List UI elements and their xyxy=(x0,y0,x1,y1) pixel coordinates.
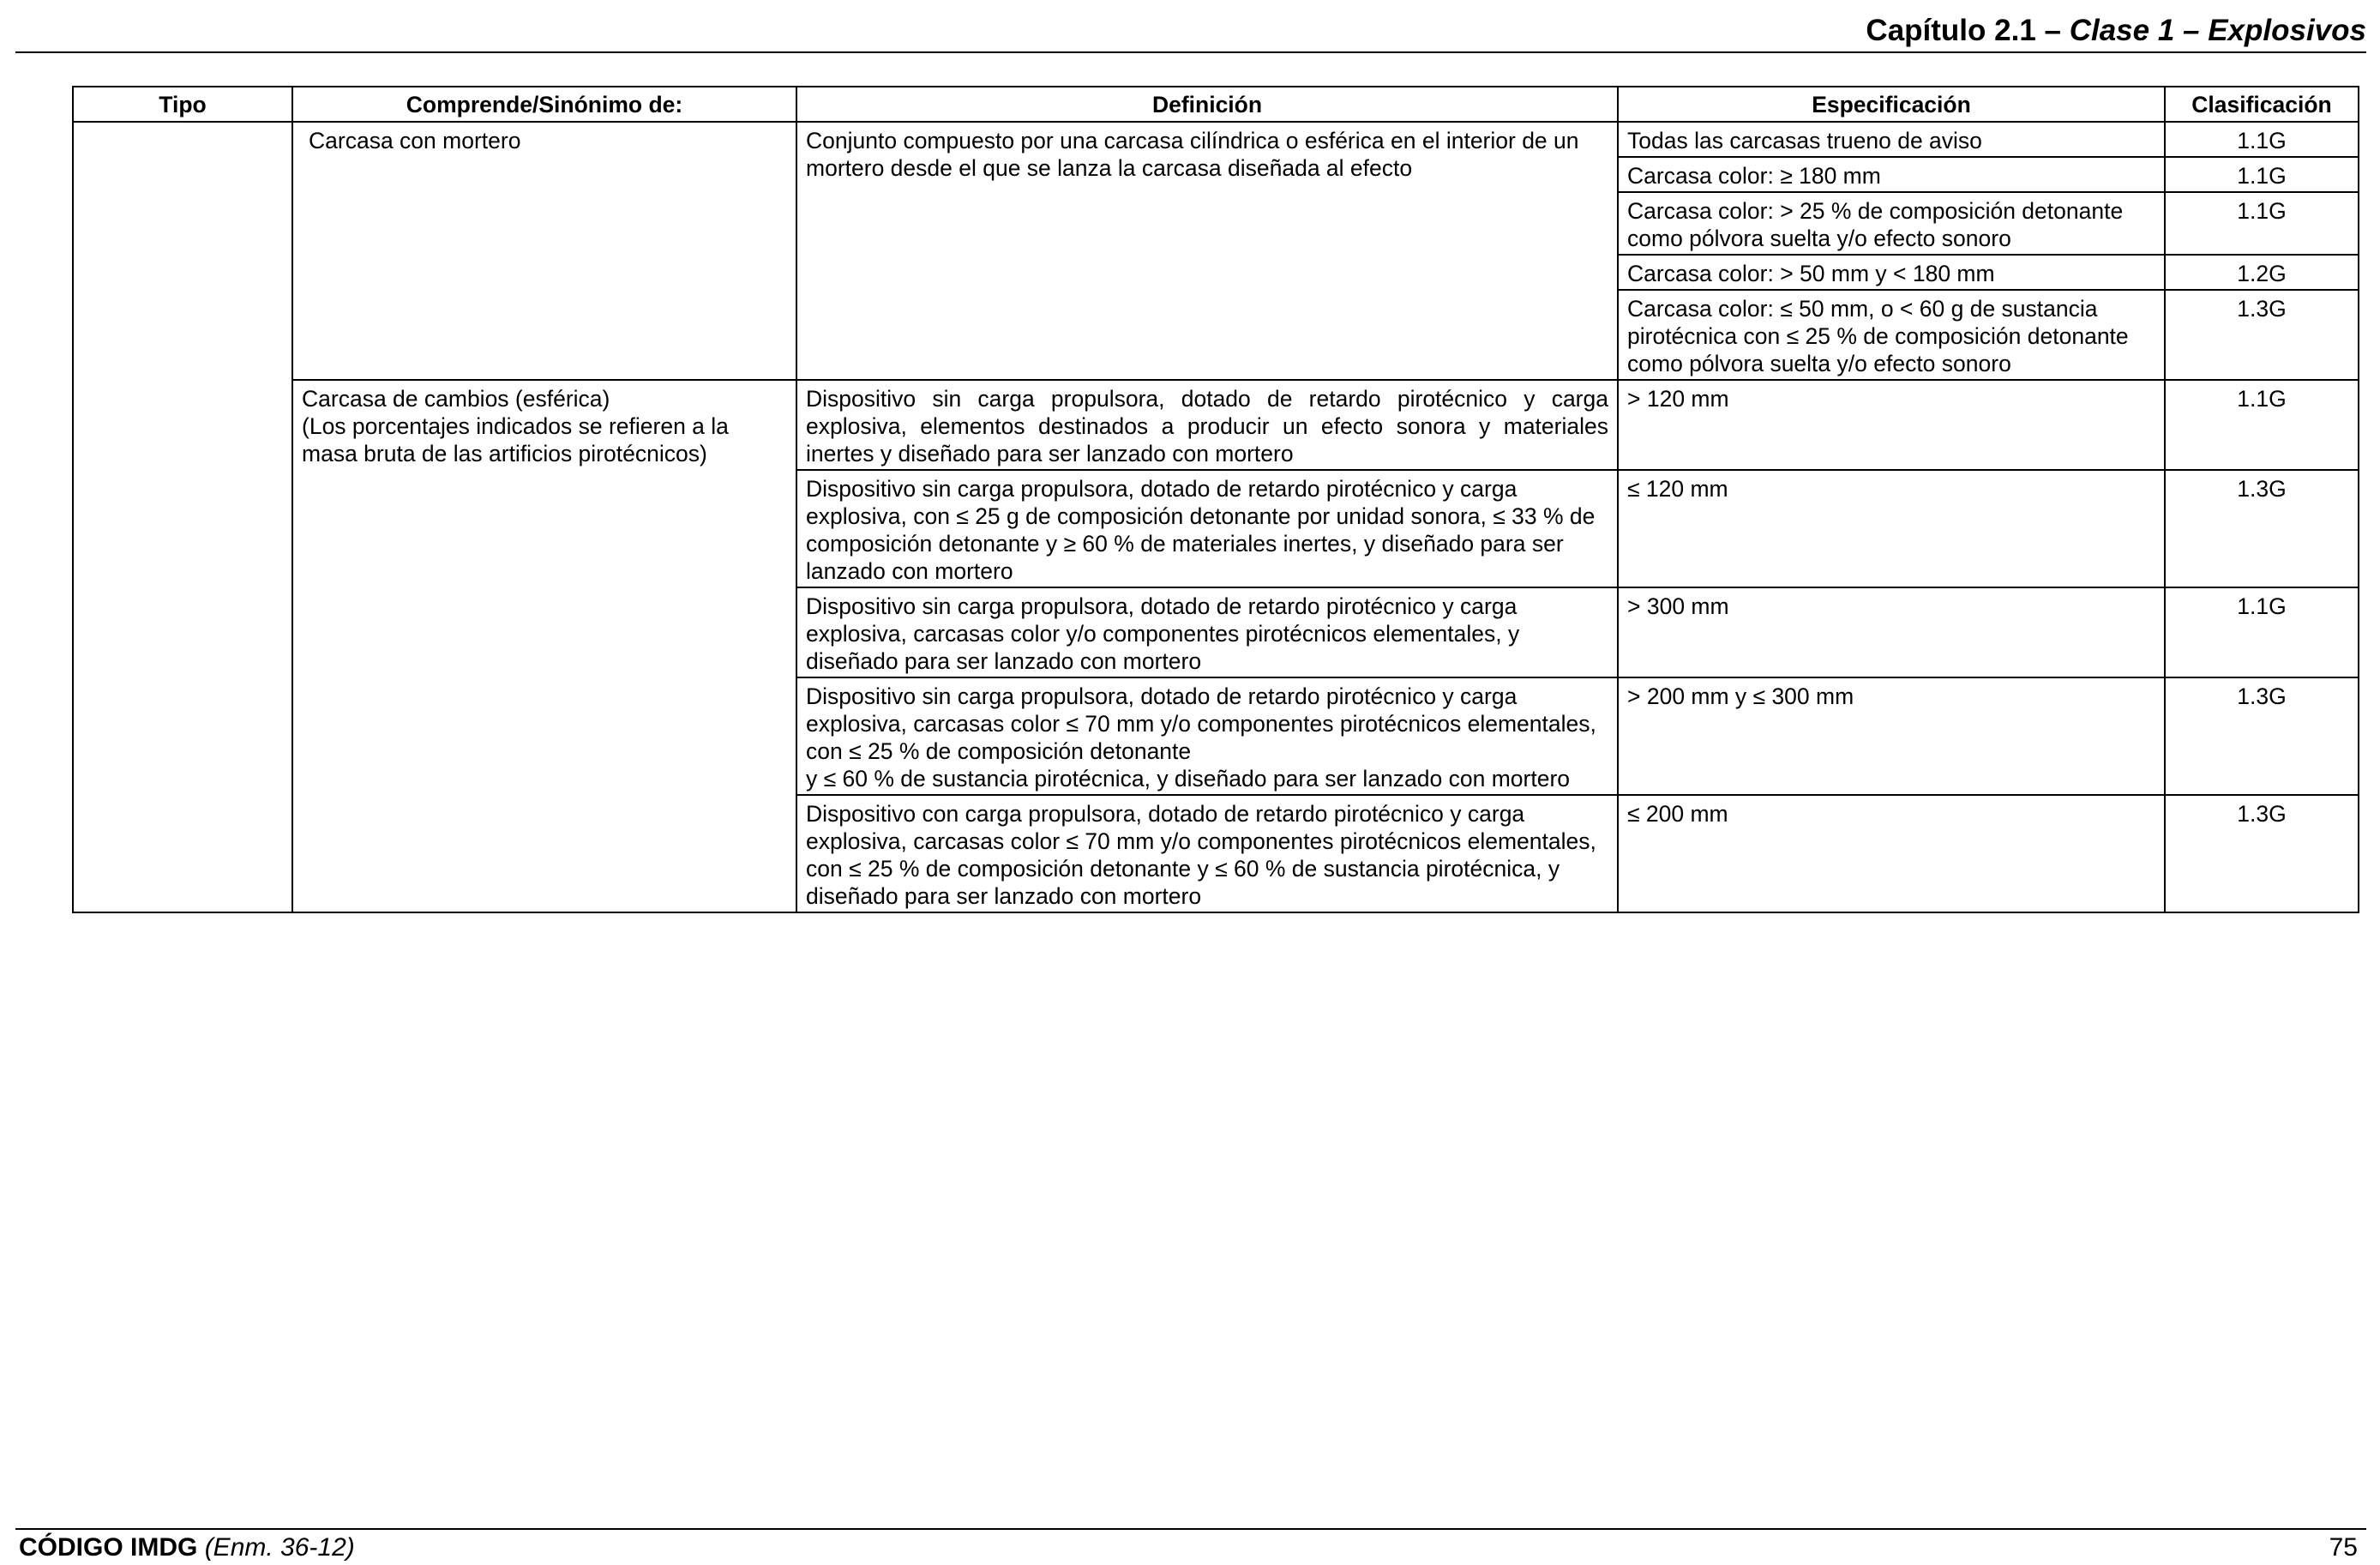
class-cell: 1.1G xyxy=(2165,157,2359,192)
footer-code xyxy=(19,1533,355,1562)
table-header-row xyxy=(73,87,2359,122)
column-header-comprende: Comprende/Sinónimo de: xyxy=(292,87,796,122)
class-label: Clase 1 – Explosivos xyxy=(2069,14,2366,47)
class-cell: 1.1G xyxy=(2165,122,2359,157)
comprende-cell: Carcasa con mortero xyxy=(292,122,796,380)
class-cell: 1.1G xyxy=(2165,380,2359,470)
class-cell: 1.3G xyxy=(2165,470,2359,587)
spec-cell: Carcasa color: > 25 % de composición detonante como pólvora suelta y/o efecto sonoro xyxy=(1618,192,2165,255)
class-cell: 1.1G xyxy=(2165,587,2359,677)
classification-table xyxy=(72,86,2359,913)
chapter-title xyxy=(1866,14,2366,48)
class-cell: 1.2G xyxy=(2165,255,2359,290)
spec-cell: > 200 mm y ≤ 300 mm xyxy=(1618,677,2165,795)
class-cell: 1.1G xyxy=(2165,192,2359,255)
amendment-label: (Enm. 36-12) xyxy=(204,1533,355,1562)
chapter-label: Capítulo 2.1 – xyxy=(1866,14,2070,47)
spec-cell: Carcasa color: ≥ 180 mm xyxy=(1618,157,2165,192)
column-header-especificacion: Especificación xyxy=(1618,87,2165,122)
definition-cell: Dispositivo sin carga propulsora, dotado de retardo pirotécnico y carga explosiva, con ≤ 25 g de composición detonante por unidad sonora, ≤ 33 % de composición detonante y ≥ 60 % de materiales inertes, y diseñado para ser lanzado con mortero xyxy=(796,470,1618,587)
spec-cell: > 300 mm xyxy=(1618,587,2165,677)
code-name: CÓDIGO IMDG xyxy=(19,1533,198,1562)
class-cell: 1.3G xyxy=(2165,290,2359,380)
spec-cell: ≤ 200 mm xyxy=(1618,795,2165,912)
class-cell: 1.3G xyxy=(2165,795,2359,912)
table-row xyxy=(73,380,2359,470)
definition-cell: Dispositivo con carga propulsora, dotado de retardo pirotécnico y carga explosiva, carcasas color ≤ 70 mm y/o componentes pirotécnicos elementales, con ≤ 25 % de composición detonante y ≤ 60 % de sustancia pirotécnica, y diseñado para ser lanzado con mortero xyxy=(796,795,1618,912)
tipo-cell xyxy=(73,122,292,912)
definition-cell: Dispositivo sin carga propulsora, dotado de retardo pirotécnico y carga explosiva, elementos destinados a producir un efecto sonora y materiales inertes y diseñado para ser lanzado con mortero xyxy=(796,380,1618,470)
spec-cell: > 120 mm xyxy=(1618,380,2165,470)
definition-cell: Conjunto compuesto por una carcasa cilíndrica o esférica en el interior de un mortero desde el que se lanza la carcasa diseñada al efecto xyxy=(796,122,1618,380)
comprende-cell: Carcasa de cambios (esférica) (Los porcentajes indicados se refieren a la masa bruta de las artificios pirotécnicos) xyxy=(292,380,796,912)
class-cell: 1.3G xyxy=(2165,677,2359,795)
spec-cell: Todas las carcasas trueno de aviso xyxy=(1618,122,2165,157)
column-header-clasificacion: Clasificación xyxy=(2165,87,2359,122)
spec-cell: Carcasa color: ≤ 50 mm, o < 60 g de sustancia pirotécnica con ≤ 25 % de composición detonante como pólvora suelta y/o efecto sonoro xyxy=(1618,290,2165,380)
column-header-tipo: Tipo xyxy=(73,87,292,122)
column-header-definicion: Definición xyxy=(796,87,1618,122)
page-number: 75 xyxy=(2329,1533,2358,1562)
page-header xyxy=(15,7,2366,53)
definition-cell: Dispositivo sin carga propulsora, dotado de retardo pirotécnico y carga explosiva, carcasas color ≤ 70 mm y/o componentes pirotécnicos elementales, con ≤ 25 % de composición detonante y ≤ 60 % de sustancia pirotécnica, y diseñado para ser lanzado con mortero xyxy=(796,677,1618,795)
page-footer xyxy=(15,1528,2366,1564)
spec-cell: ≤ 120 mm xyxy=(1618,470,2165,587)
spec-cell: Carcasa color: > 50 mm y < 180 mm xyxy=(1618,255,2165,290)
table-row xyxy=(73,122,2359,157)
definition-cell: Dispositivo sin carga propulsora, dotado de retardo pirotécnico y carga explosiva, carcasas color y/o componentes pirotécnicos elementales, y diseñado para ser lanzado con mortero xyxy=(796,587,1618,677)
